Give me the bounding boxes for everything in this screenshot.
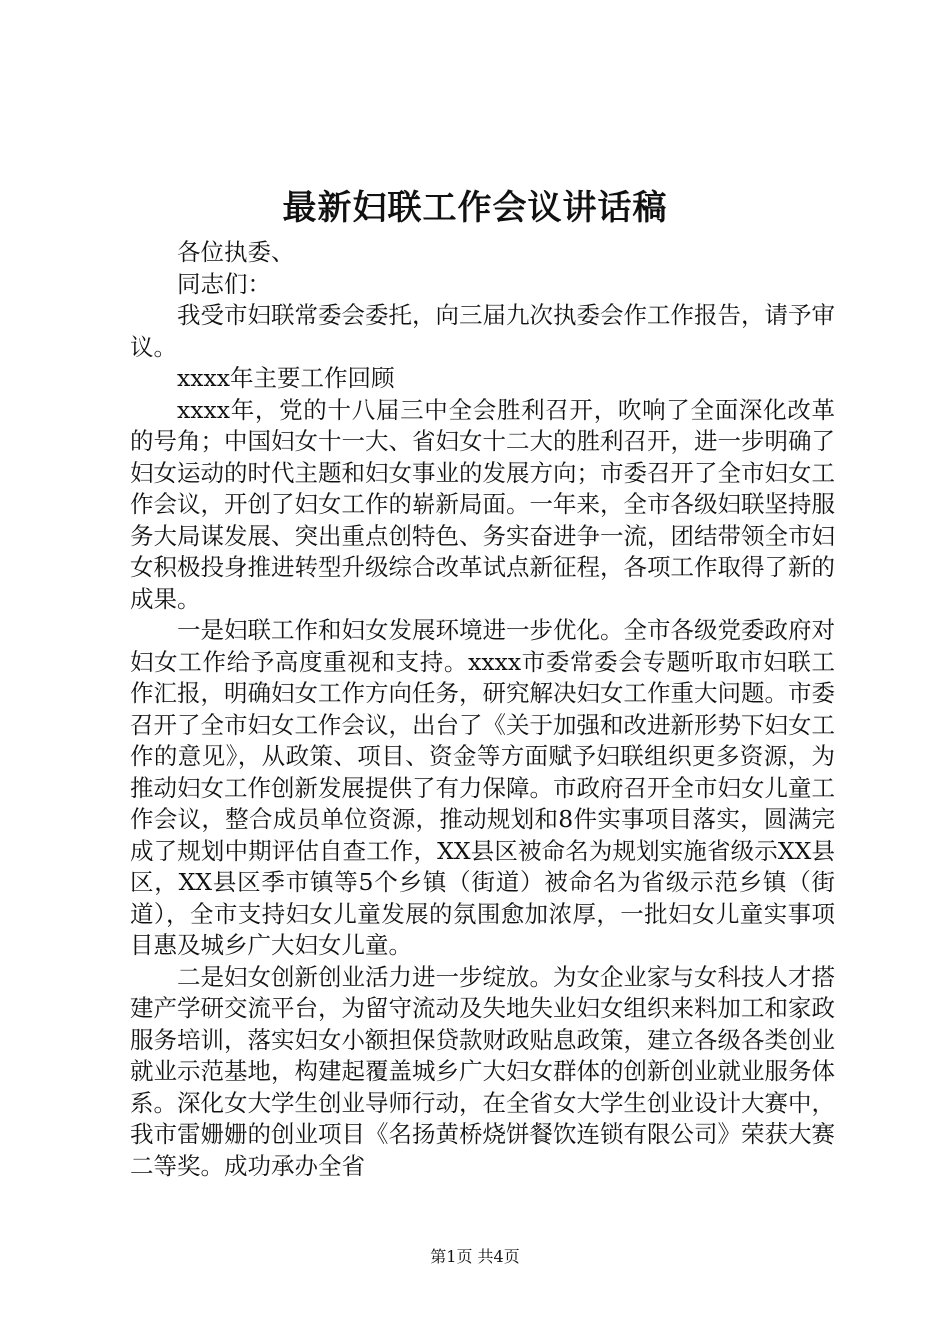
document-body	[130, 237, 835, 1182]
page-footer: 第1页 共4页	[430, 1247, 520, 1266]
body-paragraph: 一是妇联工作和妇女发展环境进一步优化。全市各级党委政府对妇女工作给予高度重视和支持。xxxx市委常委会专题听取市妇联工作汇报，明确妇女工作方向任务，研究解决妇女工作重大问题。市委召开了全市妇女工作会议，出台了《关于加强和改进新形势下妇女工作的意见》，从政策、项目、资金等方面赋予妇联组织更多资源，为推动妇女工作创新发展提供了有力保障。市政府召开全市妇女儿童工作会议，整合成员单位资源，推动规划和8件实事项目落实，圆满完成了规划中期评估自查工作，XX县区被命名为规划实施省级示XX县区，XX县区季市镇等5个乡镇（街道）被命名为省级示范乡镇（街道），全市支持妇女儿童发展的氛围愈加浓厚，一批妇女儿童实事项目惠及城乡广大妇女儿童。	[130, 616, 835, 959]
body-paragraph: xxxx年，党的十八届三中全会胜利召开，吹响了全面深化改革的号角；中国妇女十一大、省妇女十二大的胜利召开，进一步明确了妇女运动的时代主题和妇女事业的发展方向；市委召开了全市妇女工作会议，开创了妇女工作的崭新局面。一年来，全市各级妇联坚持服务大局谋发展、突出重点创特色、务实奋进争一流，团结带领全市妇女积极投身推进转型升级综合改革试点新征程，各项工作取得了新的成果。	[130, 395, 835, 613]
section-heading: xxxx年主要工作回顾	[177, 364, 395, 392]
salutation-line-1: 各位执委、	[177, 238, 295, 266]
salutation-line-2: 同志们：	[177, 269, 271, 298]
document-title: 最新妇联工作会议讲话稿	[282, 188, 668, 228]
body-paragraph: 二是妇女创新创业活力进一步绽放。为女企业家与女科技人才搭建产学研交流平台，为留守流动及失地失业妇女组织来料加工和家政服务培训，落实妇女小额担保贷款财政贴息政策，建立各级各类创业就业示范基地，构建起覆盖城乡广大妇女群体的创新创业就业服务体系。深化女大学生创业导师行动，在全省女大学生创业设计大赛中，我市雷姗姗的创业项目《名扬黄桥烧饼餐饮连锁有限公司》荣获大赛二等奖。成功承办全省	[130, 962, 835, 1180]
intro-paragraph: 我受市妇联常委会委托，向三届九次执委会作工作报告，请予审议。	[130, 301, 835, 361]
